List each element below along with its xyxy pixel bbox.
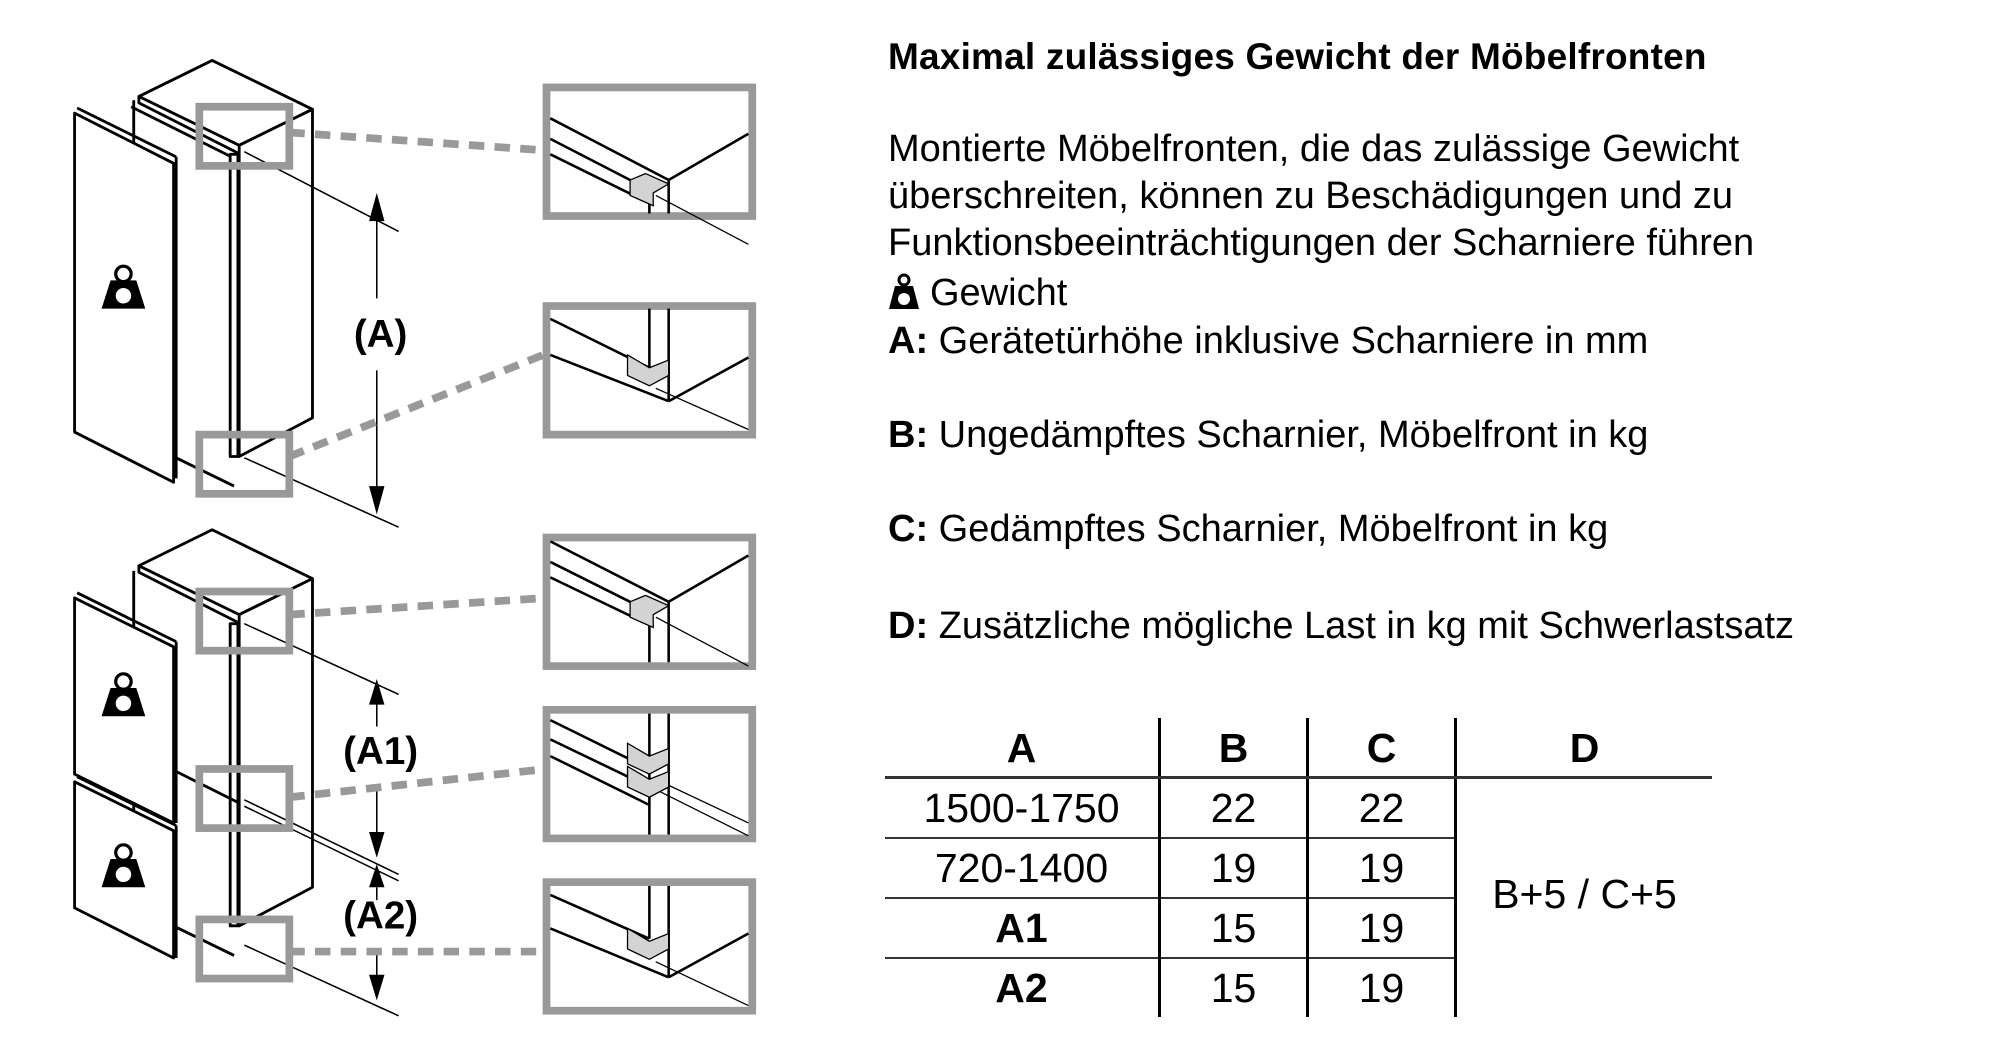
cell-c: 22: [1308, 778, 1456, 839]
cell-b: 22: [1160, 778, 1308, 839]
legend-key-b: B:: [888, 414, 929, 456]
detail-box-3: [547, 538, 753, 667]
cell-b: 15: [1160, 958, 1308, 1017]
detail-box-2: [547, 306, 753, 435]
page-title: Maximal zulässiges Gewicht der Möbelfronten: [888, 36, 1707, 77]
detail-box-4: [547, 710, 753, 839]
cell-c: 19: [1308, 898, 1456, 958]
legend-text-a: Gerätetürhöhe inklusive Scharniere in mm: [938, 320, 1649, 362]
cell-a: 1500-1750: [885, 778, 1160, 839]
legend-text-c: Gedämpftes Scharnier, Möbelfront in kg: [938, 508, 1609, 550]
legend-key-a: A:: [888, 320, 929, 362]
header-a: A: [885, 718, 1160, 778]
table-row: [885, 778, 1712, 839]
dimension-label-a2: (A2): [343, 894, 419, 938]
weight-table: [885, 718, 1712, 1017]
cell-c: 19: [1308, 958, 1456, 1017]
cell-a: 720-1400: [885, 838, 1160, 898]
description-line-3: Funktionsbeeinträchtigungen der Scharniere führen: [888, 222, 1755, 264]
table-header-row: [885, 718, 1712, 778]
hinge-diagram: [0, 0, 850, 1048]
detail-box-5: [547, 882, 753, 1011]
legend-text-d: Zusätzliche mögliche Last in kg mit Schwerlastsatz: [938, 605, 1795, 647]
cell-a: A1: [885, 898, 1160, 958]
legend-key-d: D:: [888, 605, 929, 647]
legend-item-d: [888, 605, 1794, 648]
dimension-label-a: (A): [353, 313, 408, 357]
legend-item-a: [888, 320, 1648, 363]
header-b: B: [1160, 718, 1308, 778]
cell-b: 15: [1160, 898, 1308, 958]
description-line-2: überschreiten, können zu Beschädigungen und zu: [888, 175, 1734, 217]
cell-c: 19: [1308, 838, 1456, 898]
single-door-appliance: [75, 60, 313, 486]
legend-text-b: Ungedämpftes Scharnier, Möbelfront in kg: [938, 414, 1649, 456]
legend-item-c: [888, 508, 1608, 551]
dimension-label-a1: (A1): [343, 729, 419, 773]
description-line-1: Montierte Möbelfronten, die das zulässige Gewicht: [888, 128, 1740, 170]
legend-key-c: C:: [888, 508, 929, 550]
detail-box-1: [547, 87, 753, 244]
weight-icon: [888, 273, 920, 311]
legend-item-b: [888, 414, 1648, 457]
header-d: D: [1456, 718, 1713, 778]
legend-weight: [888, 272, 1067, 315]
cell-b: 19: [1160, 838, 1308, 898]
header-c: C: [1308, 718, 1456, 778]
callout-source-bottom2: [199, 919, 289, 978]
cell-d-merged: B+5 / C+5: [1492, 870, 1677, 917]
legend-weight-label: Gewicht: [930, 272, 1068, 314]
cell-a: A2: [885, 958, 1160, 1017]
